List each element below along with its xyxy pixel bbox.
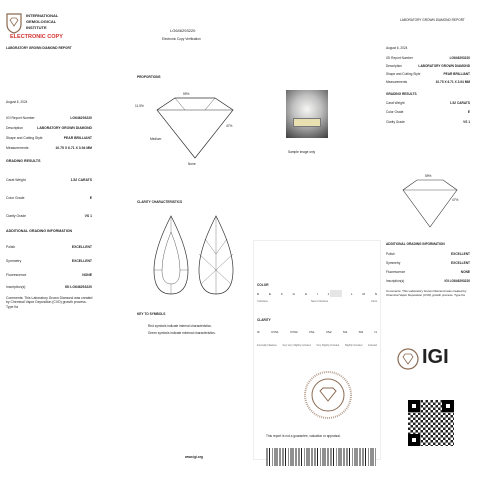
clarity-scale-grades: IF VVS1 VVS2 VS1 VS2 SI1 SI2 I1 [257, 330, 377, 334]
website[interactable]: www.igi.org [185, 455, 203, 459]
clarity-scale-title: CLARITY [257, 318, 271, 322]
prop-culet: None [188, 162, 196, 166]
prop-girdle: Medium [150, 137, 162, 141]
field-color: Color Grade E [6, 196, 92, 200]
prop-table: 59% [183, 92, 190, 96]
r-proportions-diagram [395, 172, 465, 232]
sample-diamond-image [286, 90, 328, 138]
r-field-report-number: IGI Report Number LG646293220 [386, 56, 470, 60]
color-scale-letters: D E F G H I J L M N [257, 292, 377, 296]
field-inscription: Inscription(s) IGI LG646293220 [6, 285, 92, 289]
logo-line-2: GEMOLOGICAL [26, 19, 57, 24]
field-report-number: IGI Report Number LG646293220 [6, 116, 92, 120]
key-text-2: Green symbols indicate external characteristics. [148, 331, 216, 335]
grading-results-title: GRADING RESULTS [6, 159, 41, 163]
igi-logo-text: IGI [422, 346, 449, 368]
middle-report-number: LG646293220 [170, 28, 196, 33]
key-to-symbols-title: KEY TO SYMBOLS [137, 312, 166, 316]
r-field-fluorescence: Fluorescence NONE [386, 270, 470, 274]
r-field-description: Description LABORATORY GROWN DIAMOND [386, 64, 470, 68]
r-grading-title: GRADING RESULTS [386, 92, 417, 96]
additional-info-title: ADDITIONAL GRADING INFORMATION [6, 229, 73, 233]
r-field-polish: Polish EXCELLENT [386, 252, 470, 256]
clarity-plot-pavilion [195, 214, 237, 296]
r-field-inscription: Inscription(s) IGI LG646293220 [386, 279, 470, 283]
proportions-title: PROPORTIONS [137, 75, 161, 79]
igi-seal-icon [5, 12, 23, 34]
field-clarity: Clarity Grade VS 1 [6, 214, 92, 218]
field-description: Description LABORATORY GROWN DIAMOND [6, 126, 92, 130]
r-field-carat: Carat Weight 1.52 CARATS [386, 101, 470, 105]
field-symmetry: Symmetry EXCELLENT [6, 259, 92, 263]
r-field-clarity: Clarity Grade VS 1 [386, 120, 470, 124]
footer-note: This report is not a guarantee, valuation or appraisal. [266, 434, 341, 438]
color-scale-words: Colorless Near Colorless Faint [257, 300, 377, 303]
proportions-diagram [145, 88, 245, 168]
prop-crown: 11.5% [135, 104, 144, 108]
r-prop-table: 59% [425, 174, 432, 178]
right-header-title: LABORATORY GROWN DIAMOND REPORT [400, 18, 465, 22]
r-field-symmetry: Symmetry EXCELLENT [386, 261, 470, 265]
logo-line-1: INTERNATIONAL [26, 13, 59, 18]
r-additional-title: ADDITIONAL GRADING INFORMATION [386, 242, 445, 246]
barcode-icon [266, 448, 376, 466]
report-date: August 6, 2024 [6, 100, 28, 104]
r-field-color: Color Grade E [386, 110, 470, 114]
r-field-measurements: Measurements 10.75 X 6.71 X 3.94 MM [386, 80, 470, 84]
right-date: August 6, 2024 [386, 46, 408, 50]
logo-line-3: INSTITUTE [26, 25, 47, 30]
electronic-copy-label: ELECTRONIC COPY [10, 34, 63, 40]
field-polish: Polish EXCELLENT [6, 245, 92, 249]
igi-logo-seal-icon [397, 346, 419, 372]
r-field-shape: Shape and Cutting Style PEAR BRILLIANT [386, 72, 470, 76]
field-measurements: Measurements 10.75 X 6.71 X 3.94 MM [6, 146, 92, 150]
field-fluorescence: Fluorescence NONE [6, 273, 92, 277]
comments: Comments: This Laboratory Grown Diamond was created by Chemical Vapor Deposition (CVD) growth process. Type IIa [6, 296, 93, 309]
r-comments: Comments: This Laboratory Grown Diamond was created by Chemical Vapor Deposition (CVD) growth process. Type IIa [386, 289, 467, 297]
field-shape: Shape and Cutting Style PEAR BRILLIANT [6, 136, 92, 140]
clarity-scale-words: Internally Flawless Very Very Slightly Included Very Slightly Included Slightly Included Included [257, 344, 377, 347]
clarity-characteristics-title: CLARITY CHARACTERISTICS [137, 200, 183, 204]
sample-image-caption: Sample image only [288, 150, 316, 154]
r-prop-pavilion: 47% [452, 198, 459, 202]
prop-pavilion: 47% [226, 124, 233, 128]
clarity-plot-crown [150, 214, 192, 296]
report-title: LABORATORY GROWN DIAMOND REPORT [6, 46, 72, 50]
middle-report-sub: Electronic Copy Verification [162, 37, 201, 41]
color-scale-title: COLOR [257, 283, 269, 287]
field-carat: Carat Weight 1.52 CARATS [6, 178, 92, 182]
key-text-1: Red symbols indicate internal characteristics. [148, 324, 212, 328]
